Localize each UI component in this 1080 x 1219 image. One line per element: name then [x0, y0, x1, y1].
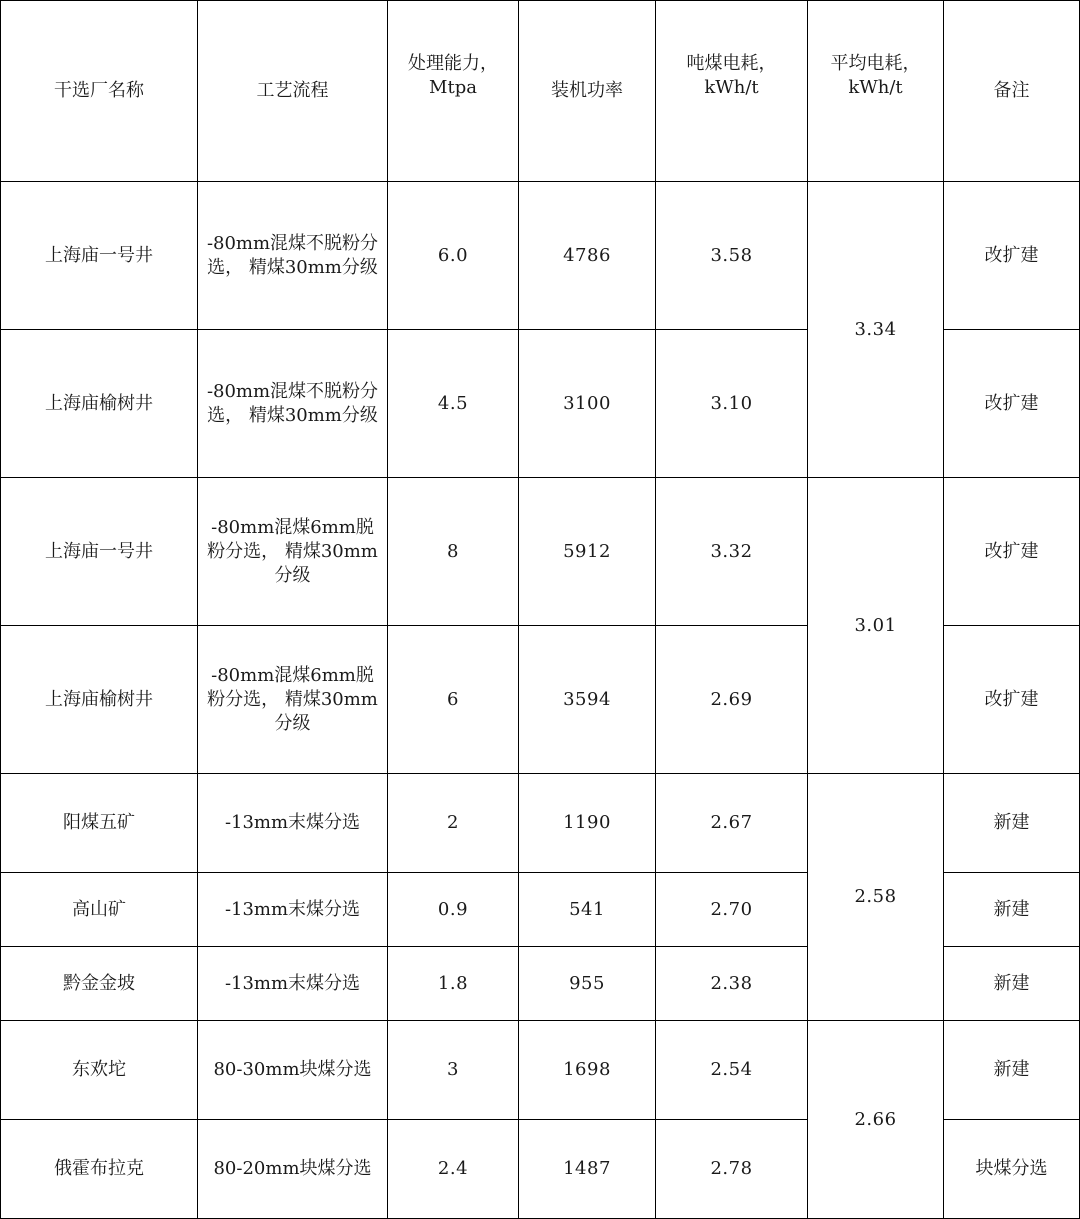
capacity-cell: 4.5 [388, 330, 519, 478]
header-avg-power-unit: kWh/t [848, 77, 903, 98]
note-cell: 改扩建 [944, 182, 1080, 330]
header-avg-power [808, 1, 944, 182]
table-row [1, 1021, 1080, 1120]
note-cell: 新建 [944, 1021, 1080, 1120]
ton-power-cell: 2.67 [656, 774, 808, 873]
header-capacity [388, 1, 519, 182]
capacity-cell: 1.8 [388, 947, 519, 1021]
header-ton-power-label: 吨煤电耗， [686, 53, 777, 74]
ton-power-cell: 3.32 [656, 478, 808, 626]
plant-name-cell: 上海庙榆树井 [1, 626, 198, 774]
installed-power-cell: 1487 [519, 1120, 656, 1219]
process-cell: -80mm混煤不脱粉分选， 精煤30mm分级 [198, 182, 388, 330]
capacity-cell: 8 [388, 478, 519, 626]
table-row [1, 182, 1080, 330]
ton-power-cell: 2.38 [656, 947, 808, 1021]
header-process: 工艺流程 [198, 1, 388, 182]
header-row [1, 1, 1080, 182]
header-ton-power [656, 1, 808, 182]
avg-power-cell: 3.34 [808, 182, 944, 478]
installed-power-cell: 541 [519, 873, 656, 947]
header-capacity-label: 处理能力， [408, 53, 498, 74]
installed-power-cell: 3100 [519, 330, 656, 478]
note-cell: 块煤分选 [944, 1120, 1080, 1219]
capacity-cell: 2 [388, 774, 519, 873]
header-plant-name: 干选厂名称 [1, 1, 198, 182]
note-cell: 改扩建 [944, 478, 1080, 626]
plant-name-cell: 上海庙一号井 [1, 478, 198, 626]
installed-power-cell: 5912 [519, 478, 656, 626]
capacity-cell: 6.0 [388, 182, 519, 330]
ton-power-cell: 2.70 [656, 873, 808, 947]
avg-power-cell: 2.58 [808, 774, 944, 1021]
plant-name-cell: 上海庙一号井 [1, 182, 198, 330]
plant-name-cell: 高山矿 [1, 873, 198, 947]
capacity-cell: 3 [388, 1021, 519, 1120]
process-cell: -13mm末煤分选 [198, 774, 388, 873]
capacity-cell: 2.4 [388, 1120, 519, 1219]
installed-power-cell: 1190 [519, 774, 656, 873]
table-row [1, 478, 1080, 626]
ton-power-cell: 3.10 [656, 330, 808, 478]
ton-power-cell: 2.54 [656, 1021, 808, 1120]
process-cell: 80-20mm块煤分选 [198, 1120, 388, 1219]
note-cell: 新建 [944, 947, 1080, 1021]
ton-power-cell: 2.69 [656, 626, 808, 774]
process-cell: -13mm末煤分选 [198, 873, 388, 947]
process-cell: -80mm混煤6mm脱粉分选， 精煤30mm分级 [198, 626, 388, 774]
process-cell: 80-30mm块煤分选 [198, 1021, 388, 1120]
table-row [1, 774, 1080, 873]
installed-power-cell: 3594 [519, 626, 656, 774]
process-cell: -80mm混煤不脱粉分选， 精煤30mm分级 [198, 330, 388, 478]
header-installed-power: 装机功率 [519, 1, 656, 182]
plant-name-cell: 俄霍布拉克 [1, 1120, 198, 1219]
plant-name-cell: 黔金金坡 [1, 947, 198, 1021]
header-note: 备注 [944, 1, 1080, 182]
installed-power-cell: 955 [519, 947, 656, 1021]
note-cell: 改扩建 [944, 626, 1080, 774]
installed-power-cell: 1698 [519, 1021, 656, 1120]
header-capacity-unit: Mtpa [429, 77, 477, 98]
avg-power-cell: 2.66 [808, 1021, 944, 1219]
plant-name-cell: 东欢坨 [1, 1021, 198, 1120]
note-cell: 新建 [944, 774, 1080, 873]
note-cell: 新建 [944, 873, 1080, 947]
plant-name-cell: 阳煤五矿 [1, 774, 198, 873]
ton-power-cell: 3.58 [656, 182, 808, 330]
header-avg-power-label: 平均电耗， [830, 53, 921, 74]
capacity-cell: 6 [388, 626, 519, 774]
avg-power-cell: 3.01 [808, 478, 944, 774]
header-ton-power-unit: kWh/t [704, 77, 759, 98]
capacity-cell: 0.9 [388, 873, 519, 947]
note-cell: 改扩建 [944, 330, 1080, 478]
process-cell: -13mm末煤分选 [198, 947, 388, 1021]
plant-name-cell: 上海庙榆树井 [1, 330, 198, 478]
installed-power-cell: 4786 [519, 182, 656, 330]
process-cell: -80mm混煤6mm脱粉分选， 精煤30mm分级 [198, 478, 388, 626]
ton-power-cell: 2.78 [656, 1120, 808, 1219]
